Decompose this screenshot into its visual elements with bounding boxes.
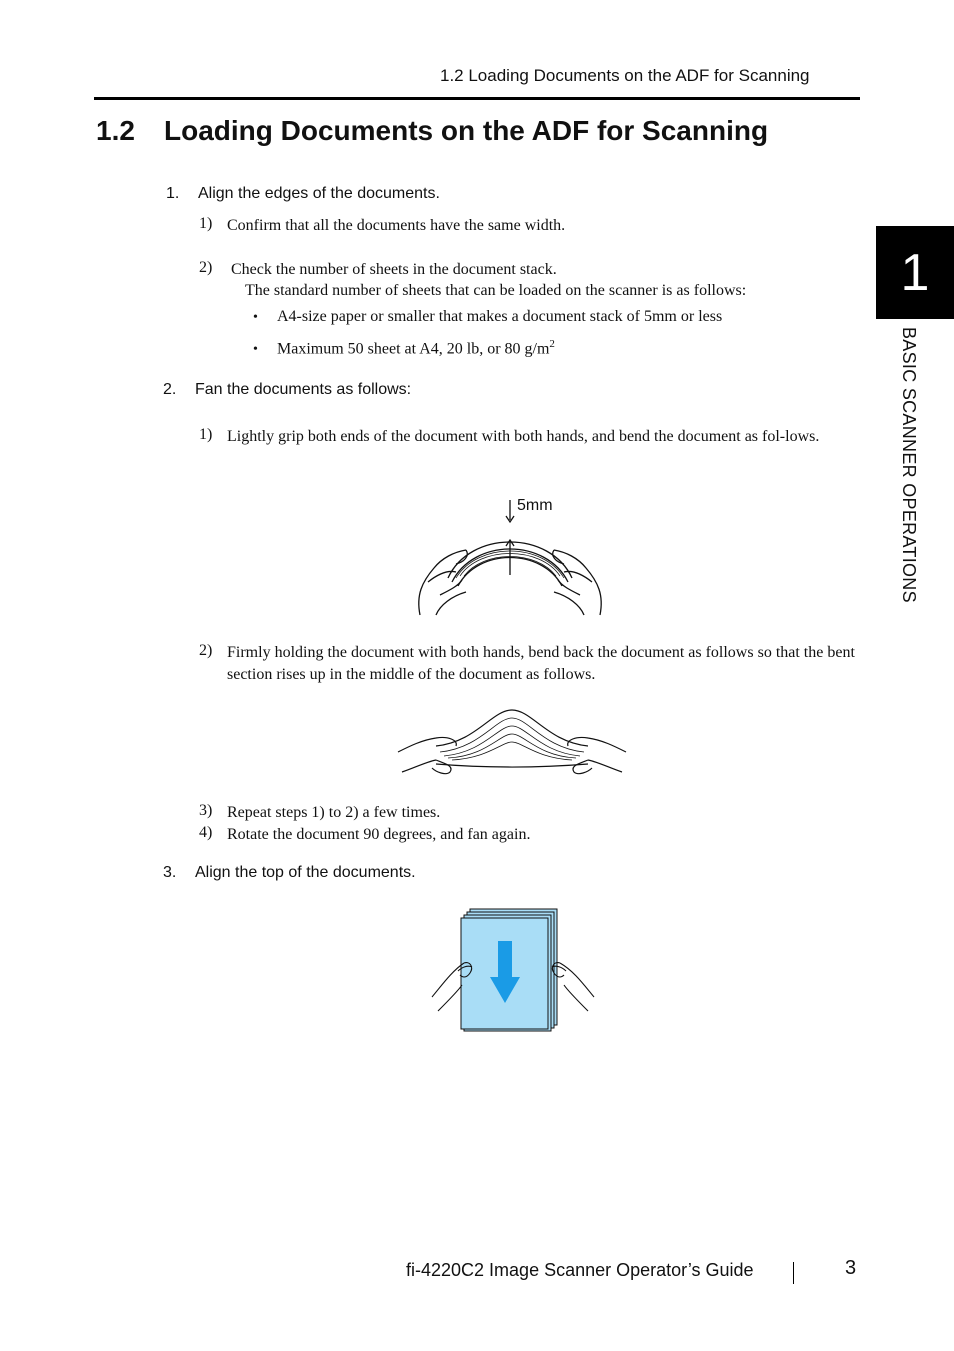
substep-1-2 [199,259,839,281]
step-text: Align the top of the documents. [195,864,416,881]
substep-text: Repeat steps 1) to 2) a few times. [227,804,441,821]
substep-text: Confirm that all the documents have the same width. [227,217,566,234]
substep-number: 2) [199,642,213,659]
substep-text: Rotate the document 90 degrees, and fan again. [227,826,531,843]
substep-2-3 [199,802,839,824]
running-header: 1.2 Loading Documents on the ADF for Scanning [440,66,810,85]
substep-number: 2) [199,259,213,276]
step-number: 2. [163,381,177,398]
substep-number: 3) [199,802,213,819]
substep-text: Firmly holding the document with both hands, bend back the document as follows so that the bent section rises up in the middle of the document as follows. [227,644,855,683]
step-number: 1. [166,185,180,202]
substep-2-1 [199,426,849,448]
section-title [96,115,768,147]
step-text: Fan the documents as follows: [195,381,412,398]
bend-up-illustration [396,706,628,782]
bend-label: 5mm [517,497,553,514]
substep-note: The standard number of sheets that can be loaded on the scanner is as follows: [245,282,747,299]
footer-guide-title: fi-4220C2 Image Scanner Operator’s Guide [406,1260,754,1280]
step-3 [163,864,416,882]
align-top-illustration [428,905,598,1033]
chapter-label-text: BASIC SCANNER OPERATIONS [899,327,919,603]
header-rule [94,97,860,100]
section-title-text: Loading Documents on the ADF for Scanning [164,115,769,146]
substep-number: 1) [199,215,213,232]
substep-2-4 [199,824,839,846]
bend-down-illustration [400,490,620,625]
chapter-label [893,327,919,667]
page-number: 3 [845,1257,857,1279]
step-number: 3. [163,864,177,881]
substep-2-2 [199,642,859,686]
substep-text: Check the number of sheets in the document stack. [231,261,557,278]
substep-text: Lightly grip both ends of the document with both hands, and bend the document as fol-lows. [227,428,820,445]
step-2 [163,381,411,399]
step-1 [166,185,440,203]
bullet-item: • A4-size paper or smaller that makes a document stack of 5mm or less [253,308,723,325]
bullet-item: • Maximum 50 sheet at A4, 20 lb, or 80 $g/m^2$ [253,338,555,358]
substep-1-1 [199,215,839,237]
step-text: Align the edges of the documents. [198,185,440,202]
section-number: 1.2 [96,115,135,146]
bullet-text: A4-size paper or smaller that makes a document stack of 5mm or less [277,308,723,325]
chapter-tab-number: 1 [876,226,954,319]
substep-number: 1) [199,426,213,443]
substep-number: 4) [199,824,213,841]
bullet-text: Maximum 50 sheet at A4, 20 lb, or 80 g/m [277,340,550,358]
superscript: 2 [549,338,555,350]
footer-separator [793,1262,794,1284]
